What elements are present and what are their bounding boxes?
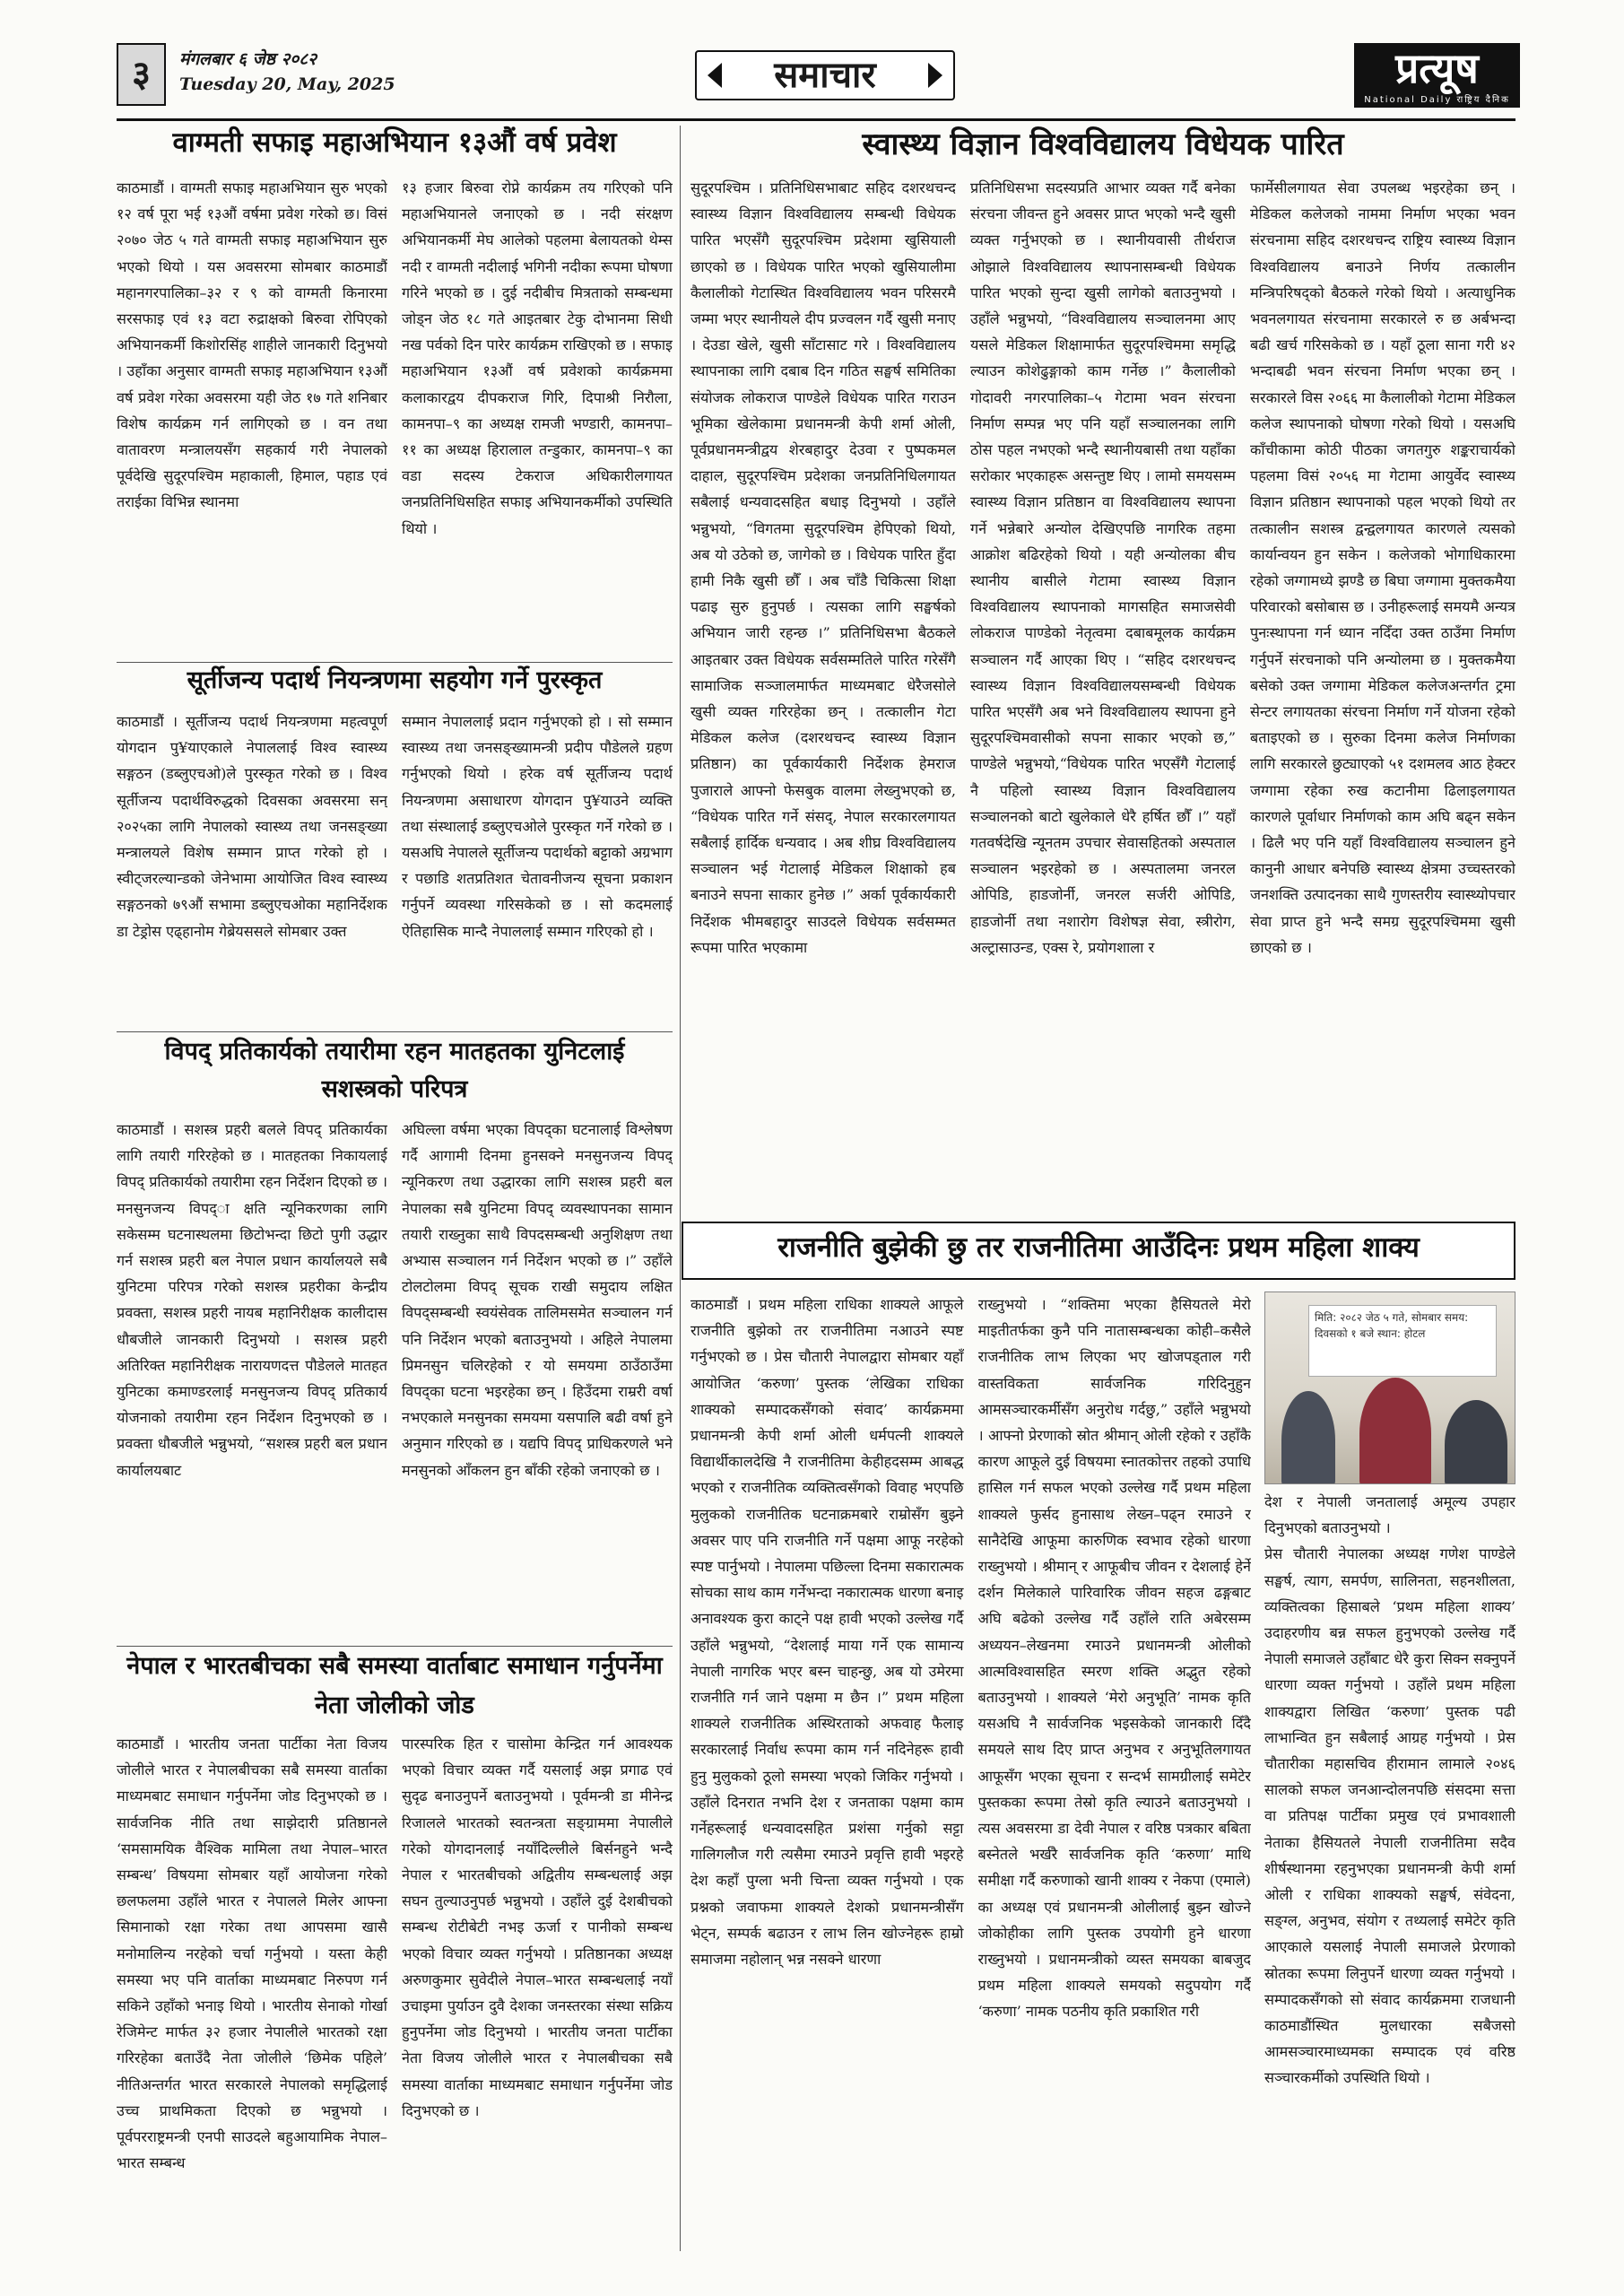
article-text: काठमाडौं । सशस्त्र प्रहरी बलले विपद् प्रतिकार्यका लागि तयारी गरिरहेको छ । मातहतका निकायलाई विपद् प्रतिकार्यको तयारीमा रहन निर्देशन दिएको छ । मनसुनजन्य विपद्ा क्षति न्यूनिकरणका लागि सकेसम्म घटनास्थलमा छिटोभन्दा छिटो पुगी उद्धार गर्न सशस्त्र प्रहरी बल नेपाल प्रधान कार्यालयले सबै युनिटमा परिपत्र गरेको सशस्त्र प्रहरीका केन्द्रीय प्रवक्ता, सशस्त्र प्रहरी नायब महानिरीक्षक कालीदास धौबजीले जानकारी दिनुभयो । सशस्त्र प्रहरी अतिरिक्त महानिरीक्षक नारायणदत्त पौडेलले मातहत युनिटका कमाण्डरलाई मनसुनजन्य विपद् प्रतिकार्य योजनाको तयारीमा रहन निर्देशन दिनुभएको छ । प्रवक्ता धौबजीले भन्नुभयो, “सशस्त्र प्रहरी बल प्रधान कार्यालयबाट	[117, 1121, 387, 1479]
article-text: प्रतिनिधिसभा सदस्यप्रति आभार व्यक्त गर्दै बनेका संरचना जीवन्त हुने अवसर प्राप्त भएको भन्दै खुसी व्यक्त गर्नुभएको छ । स्थानीयवासी तीर्थराज ओझाले विश्वविद्यालय स्थापनासम्बन्धी विधेयक पारित भएको सुन्दा खुसी लागेको बताउनुभयो । उहाँले भन्नुभयो, “विश्वविद्यालय सञ्चालनमा आए यसले मेडिकल शिक्षामार्फत सुदूरपश्चिममा समृद्धि ल्याउन कोशेढुङ्गाको काम गर्नेछ ।” कैलालीको गोदावरी नगरपालिका–५ गेटामा भवन संरचना निर्माण सम्पन्न भए पनि यहाँ सञ्चालनका लागि ठोस पहल नभएको भन्दै स्थानीयबासी तथा यहाँका सरोकार भएकाहरू असन्तुष्ट थिए । लामो समयसम्म स्वास्थ्य विज्ञान प्रतिष्ठान वा विश्वविद्यालय स्थापना गर्ने भन्नेबारे अन्योल देखिएपछि नागरिक तहमा आक्रोश बढिरहेको थियो । यही अन्योलका बीच स्थानीय बासीले गेटामा स्वास्थ्य विज्ञान विश्वविद्यालय स्थापनाको मागसहित समाजसेवी लोकराज पाण्डेको नेतृत्वमा दबाबमूलक कार्यक्रम सञ्चालन गर्दै आएका थिए । “सहिद दशरथचन्द स्वास्थ्य विज्ञान विश्वविद्यालयसम्बन्धी विधेयक पारित भएसँगै अब भने विश्वविद्यालय स्थापना हुने सुदूरपश्चिमवासीको सपना साकार भएको छ,” पाण्डेले भन्नुभयो,“विधेयक पारित भएसँगै गेटालाई नै पहिलो स्वास्थ्य विज्ञान विश्वविद्यालय सञ्चालनको बाटो खुलेकाले धेरै हर्षित छौँ ।” यहाँ गतवर्षदेखि न्यूनतम उपचार सेवासहितको अस्पताल सञ्चालन भइरहेको छ । अस्पतालमा जनरल ओपिडि, हाडजोर्नी, जनरल सर्जरी ओपिडि, हाडजोर्नी तथा नशारोग विशेषज्ञ सेवा, स्त्रीरोग, अल्ट्रासाउन्ड, एक्स रे, प्रयोगशाला र	[970, 179, 1236, 956]
arrow-left-icon	[708, 63, 722, 88]
article-nepal-india	[117, 1731, 673, 2242]
person-figure	[1359, 1378, 1431, 1484]
arrow-right-icon	[928, 63, 942, 88]
person-figure	[1445, 1400, 1507, 1484]
newspaper-logo	[1354, 43, 1520, 108]
headline-tobacco: सूर्तीजन्य पदार्थ नियन्त्रणमा सहयोग गर्ने पुरस्कृत	[187, 666, 603, 694]
person-figure	[1281, 1391, 1335, 1484]
article-text: काठमाडौं । सूर्तीजन्य पदार्थ नियन्त्रणमा महत्वपूर्ण योगदान पु¥याएकाले नेपाललाई विश्व स्वास्थ्य सङ्गठन (डब्लुएचओ)ले पुरस्कृत गरेको छ । विश्व सूर्तीजन्य पदार्थविरुद्धको दिवसका अवसरमा सन् २०२५का लागि नेपालको स्वास्थ्य तथा जनसङ्ख्या मन्त्रालयले विशेष सम्मान प्राप्त गरेको हो । स्वीट्जरल्यान्डको जेनेभामा आयोजित विश्व स्वास्थ्य सङ्गठनको ७९औं सभामा डब्लुएचओका महानिर्देशक डा टेड्रोस एढ्हानोम गेब्रेयससले सोमबार उक्त	[117, 713, 387, 940]
article-text: राख्नुभयो । “शक्तिमा भएका हैसियतले मेरो माइतीतर्फका कुनै पनि नातासम्बन्धका कोही–कसैले राजनीतिक लाभ लिएका भए खोजपड्ताल गरी वास्तविकता सार्वजनिक गरिदिनुहुन आमसञ्चारकर्मीसँग अनुरोध गर्दछु,” उहाँले भन्नुभयो । आफ्नो प्रेरणाको स्रोत श्रीमान् ओली रहेको र उहाँकै कारण आफूले दुई विषयमा स्नातकोत्तर तहको उपाधि हासिल गर्न सफल भएको उल्लेख गर्दै प्रथम महिला शाक्यले फुर्सद हुनासाथ लेख्न–पढ्न रमाउने र सानैदेखि आफूमा कारुणिक स्वभाव रहेको धारणा राख्नुभयो । श्रीमान् र आफूबीच जीवन र देशलाई हेर्ने दर्शन मिलेकाले पारिवारिक जीवन सहज ढङ्गबाट अघि बढेको उल्लेख गर्दै उहाँले राति अबेरसम्म अध्ययन–लेखनमा रमाउने प्रधानमन्त्री ओलीको आत्मविश्वासहित स्मरण शक्ति अद्भुत रहेको बताउनुभयो । शाक्यले ‘मेरो अनुभूति’ नामक कृति यसअघि नै सार्वजनिक भइसकेको जानकारी दिँदै समयले साथ दिए प्राप्त अनुभव र अनुभूतिलगायत आफूसँग भएका सूचना र सन्दर्भ सामग्रीलाई समेटेर पुस्तकका रूपमा तेस्रो कृति ल्याउने बताउनुभयो । त्यस अवसरमा डा देवी नेपाल र वरिष्ठ पत्रकार बबिता बस्नेतले भर्खरै सार्वजनिक कृति ‘करुणा’ माथि समीक्षा गर्दै करुणाको खानी शाक्य र नेकपा (एमाले) का अध्यक्ष एवं प्रधानमन्त्री ओलीलाई बुझ्न खोज्ने जोकोहीका लागि पुस्तक उपयोगी हुने धारणा राख्नुभयो । प्रधानमन्त्रीको व्यस्त समयका बाबजुद प्रथम महिला शाक्यले समयको सदुपयोग गर्दै ‘करुणा’ नामक पठनीय कृति प्रकाशित गरी	[977, 1296, 1251, 2021]
event-photo	[1264, 1292, 1515, 1484]
masthead	[117, 43, 1515, 115]
headline-bagmati: वाग्मती सफाइ महाअभियान १३औं वर्ष प्रवेश	[172, 126, 617, 159]
divider	[117, 662, 673, 663]
date-nepali: मंगलबार ६ जेष्ठ २०८२	[179, 49, 317, 69]
article-shakya-col3	[1264, 1489, 1515, 2242]
article-disaster	[117, 1117, 673, 1641]
event-banner: मिति: २०८२ जेठ ५ गते, सोमबार समय: दिवसको १ बजे स्थान: होटल	[1308, 1305, 1497, 1377]
headline-nepal-india: नेपाल र भारतबीचका सबै समस्या वार्ताबाट समाधान गर्नुपर्नेमा नेता जोलीको जोड	[126, 1652, 663, 1719]
headline-disaster: विपद् प्रतिकार्यको तयारीमा रहन मातहतका युनिटलाई सशस्त्रको परिपत्र	[164, 1038, 625, 1103]
column-divider	[680, 126, 681, 2251]
article-text: सुदूरपश्चिम । प्रतिनिधिसभाबाट सहिद दशरथचन्द स्वास्थ्य विज्ञान विश्वविद्यालय सम्बन्धी विधेयक पारित भएसँगै सुदूरपश्चिम प्रदेशमा खुसियाली छाएको छ । विधेयक पारित भएको खुसियालीमा कैलालीको गेटास्थित विश्वविद्यालय भवन परिसरमै जम्मा भएर स्थानीयले दीप प्रज्वलन गर्दै खुसी मनाए । देउडा खेले, खुसी साँटासाट गरे । विश्वविद्यालय स्थापनाका लागि दबाब दिन गठित सङ्घर्ष समितिका संयोजक लोकराज पाण्डेले विधेयक पारित गराउन भूमिका खेलेकामा प्रधानमन्त्री केपी शर्मा ओली, पूर्वप्रधानमन्त्रीद्वय शेरबहादुर देउवा र पुष्पकमल दाहाल, सुदूरपश्चिम प्रदेशका जनप्रतिनिधिलगायत सबैलाई धन्यवादसहित बधाइ दिनुभयो । उहाँले भन्नुभयो, “विगतमा सुदूरपश्चिम हेपिएको थियो, अब यो उठेको छ, जागेको छ । विधेयक पारित हुँदा हामी निकै खुसी छौँ । अब चाँडै चिकित्सा शिक्षा पढाइ सुरु हुनुपर्छ । त्यसका लागि सङ्घर्षको अभियान जारी रहन्छ ।” प्रतिनिधिसभा बैठकले आइतबार उक्त विधेयक सर्वसम्मतिले पारित गरेसँगै सामाजिक सञ्जालमार्फत माध्यमबाट धेरैजसोले खुसी व्यक्त गरिरहेका छन् । तत्कालीन गेटा मेडिकल कलेज (दशरथचन्द स्वास्थ्य विज्ञान प्रतिष्ठान) का पूर्वकार्यकारी निर्देशक हेमराज पुजाराले आफ्नो फेसबुक वालमा लेख्नुभएको छ, “विधेयक पारित गर्ने संसद्, नेपाल सरकारलगायत सबैलाई हार्दिक धन्यवाद । अब शीघ्र विश्वविद्यालय सञ्चालन भई गेटालाई मेडिकल शिक्षाको हब बनाउने सपना साकार हुनेछ ।” अर्का पूर्वकार्यकारी निर्देशक भीमबहादुर साउदले विधेयक सर्वसम्मत रूपमा पारित भएकामा	[690, 179, 956, 956]
article-text: पारस्परिक हित र चासोमा केन्द्रित गर्न आवश्यक भएको विचार व्यक्त गर्दै यसलाई अझ प्रगाढ एवं सुदृढ बनाउनुपर्ने बताउनुभयो । पूर्वमन्त्री डा मीनेन्द्र रिजालले भारतको स्वतन्त्रता सङ्ग्राममा नेपालीले गरेको योगदानलाई नयाँदिल्लीले बिर्सनहुने भन्दै नेपाल र भारतबीचको अद्वितीय सम्बन्धलाई अझ सघन तुल्याउनुपर्छ भन्नुभयो । उहाँले दुई देशबीचको सम्बन्ध रोटीबेटी नभइ ऊर्जा र पानीको सम्बन्ध भएको विचार व्यक्त गर्नुभयो । प्रतिष्ठानका अध्यक्ष अरुणकुमार सुवेदीले नेपाल–भारत सम्बन्धलाई नयाँ उचाइमा पुर्याउन दुवै देशका जनस्तरका संस्था सक्रिय हुनुपर्नेमा जोड दिनुभयो । भारतीय जनता पार्टीका नेता विजय जोलीले भारत र नेपालबीचका सबै समस्या वार्ताका माध्यमबाट समाधान गर्नुपर्नेमा जोड दिनुभएको छ ।	[402, 1735, 673, 2119]
article-text: काठमाडौं । भारतीय जनता पार्टीका नेता विजय जोलीले भारत र नेपालबीचका सबै समस्या वार्ताका माध्यमबाट समाधान गर्नुपर्नेमा जोड दिनुभएको छ । सार्वजनिक नीति तथा साझेदारी प्रतिष्ठानले ‘समसामयिक वैश्विक मामिला तथा नेपाल–भारत सम्बन्ध’ विषयमा सोमबार यहाँ आयोजना गरेको छलफलमा उहाँले भारत र नेपालले मिलेर आफ्ना सिमानाको रक्षा गरेका तथा आपसमा खासै मनोमालिन्य नरहेको चर्चा गर्नुभयो । यस्ता केही समस्या भए पनि वार्ताका माध्यमबाट निरुपण गर्न सकिने उहाँको भनाइ थियो । भारतीय सेनाको गोर्खा रेजिमेन्ट मार्फत ३२ हजार नेपालीले भारतको रक्षा गरिरहेका बताउँदै नेता जोलीले ‘छिमेक पहिले’ नीतिअन्तर्गत भारत सरकारले नेपालको समृद्धिलाई उच्च प्राथमिकता दिएको छ भन्नुभयो । पूर्वपरराष्ट्रमन्त्री एनपी साउदले बहुआयामिक नेपाल–भारत सम्बन्ध	[117, 1735, 387, 2172]
logo-text: प्रत्यूष	[1395, 44, 1479, 92]
headline-box	[682, 1222, 1515, 1280]
section-label	[695, 50, 955, 100]
headline-shakya: राजनीति बुझेकी छु तर राजनीतिमा आउँदिनः प्रथम महिला शाक्य	[777, 1231, 1420, 1264]
article-text: काठमाडौं । वाग्मती सफाइ महाअभियान सुरु भएको १२ वर्ष पूरा भई १३औं वर्षमा प्रवेश गरेको छ। विसं २०७० जेठ ५ गते वाग्मती सफाइ महाअभियान सुरु भएको थियो । यस अवसरमा सोमबार काठमाडौं महानगरपालिका–३२ र ९ को वाग्मती किनारमा सरसफाइ एवं १३ वटा रुद्राक्षको बिरुवा रोपिएको अभियानकर्मी किशोरसिंह शाहीले जानकारी दिनुभयो । उहाँका अनुसार वाग्मती सफाइ महाअभियान १३औं वर्ष प्रवेश गरेका अवसरमा यही जेठ १७ गते शनिबार विशेष कार्यक्रम गर्न लागिएको छ । वन तथा वातावरण मन्त्रालयसँग सहकार्य गरी नेपालको पूर्वदेखि सुदूरपश्चिम महाकाली, हिमाल, पहाड एवं तराईका विभिन्न स्थानमा	[117, 179, 387, 511]
article-shakya	[690, 1292, 1251, 2242]
article-text: सम्मान नेपाललाई प्रदान गर्नुभएको हो । सो सम्मान स्वास्थ्य तथा जनसङ्ख्यामन्त्री प्रदीप पौडेलले ग्रहण गर्नुभएको थियो । हरेक वर्ष सूर्तीजन्य पदार्थ नियन्त्रणमा असाधारण योगदान पु¥याउने व्यक्ति तथा संस्थालाई डब्लुएचओले पुरस्कृत गर्ने गरेको छ । यसअघि नेपालले सूर्तीजन्य पदार्थको बट्टाको अग्रभाग र पछाडि शतप्रतिशत चेतावनीजन्य सूचना प्रकाशन गर्नुपर्ने व्यवस्था गरिसकेको छ । सो कदमलाई ऐतिहासिक मान्दै नेपाललाई सम्मान गरिएको हो ।	[402, 713, 673, 940]
masthead-rule	[117, 118, 1515, 121]
article-university	[690, 175, 1515, 1211]
section-name: समाचार	[774, 55, 876, 96]
headline-university: स्वास्थ्य विज्ञान विश्वविद्यालय विधेयक पारित	[862, 126, 1344, 162]
article-tobacco	[117, 709, 673, 1027]
divider	[117, 1031, 673, 1032]
article-text: अघिल्ला वर्षमा भएका विपद्का घटनालाई विश्लेषण गर्दै आगामी दिनमा हुनसक्ने मनसुनजन्य विपद् न्यूनिकरण तथा उद्धारका लागि सशस्त्र प्रहरी बल नेपालका सबै युनिटमा विपद् व्यवस्थापनका सामान तयारी राख्नुका साथै विपदसम्बन्धी अनुशिक्षण तथा अभ्यास सञ्चालन गर्न निर्देशन भएको छ ।” उहाँले टोलटोलमा विपद् सूचक राखी समुदाय लक्षित विपद्सम्बन्धी स्वयंसेवक तालिमसमेत सञ्चालन गर्न पनि निर्देशन भएको बताउनुभयो । अहिले नेपालमा प्रिमनसुन चलिरहेको र यो समयमा ठाउँठाउँमा विपद्का घटना भइरहेका छन् । हिउँदमा राम्ररी वर्षा नभएकाले मनसुनका समयमा यसपालि बढी वर्षा हुने अनुमान गरिएको छ । यद्यपि विपद् प्राधिकरणले भने मनसुनको आँकलन हुन बाँकी रहेको जनाएको छ ।	[402, 1121, 673, 1479]
article-text: १३ हजार बिरुवा रोप्ने कार्यक्रम तय गरिएको पनि महाअभियानले जनाएको छ । नदी संरक्षण अभियानकर्मी मेघ आलेको पहलमा बेलायतको थेम्स नदी र वाग्मती नदीलाई भगिनी नदीका रूपमा घोषणा गरिने भएको छ । दुई नदीबीच मित्रताको सम्बन्धमा जोड्न जेठ १८ गते आइतबार टेकु दोभानमा सिधी नख पर्वको दिन पारेर कार्यक्रम राखिएको छ । सफाइ महाअभियान १३औं वर्ष प्रवेशको कार्यक्रममा कलाकारद्वय दीपकराज गिरि, दिपाश्री निरौला, कामनपा–९ का अध्यक्ष रामजी भण्डारी, कामनपा–११ का अध्यक्ष हिरालाल तन्डुकार, कामनपा–९ का वडा सदस्य टेकराज अधिकारीलगायत जनप्रतिनिधिसहित सफाइ अभियानकर्मीको उपस्थिति थियो ।	[402, 179, 673, 537]
article-text: देश र नेपाली जनतालाई अमूल्य उपहार दिनुभएको बताउनुभयो ।	[1264, 1493, 1515, 1537]
article-text: फार्मेसीलगायत सेवा उपलब्ध भइरहेका छन् । मेडिकल कलेजको नाममा निर्माण भएका भवन संरचनामा सहिद दशरथचन्द राष्ट्रिय स्वास्थ्य विज्ञान विश्वविद्यालय बनाउने निर्णय तत्कालीन मन्त्रिपरिषद्को बैठकले गरेको थियो । अत्याधुनिक भवनलगायत संरचनामा सरकारले रु छ अर्बभन्दा बढी खर्च गरिसकेको छ । यहाँ ठूला साना गरी ४२ भन्दाबढी भवन संरचना निर्माण भएका छन् । सरकारले विस २०६६ मा कैलालीको गेटामा मेडिकल कलेज स्थापनाको घोषणा गरेको थियो । यसअघि काँचीकामा कोठी पीठका जगतगुरु शङ्कराचार्यको पहलमा विसं २०५६ मा गेटामा आयुर्वेद स्वास्थ्य विज्ञान प्रतिष्ठान स्थापनाको पहल भएको थियो तर तत्कालीन सशस्त्र द्वन्द्वलगायत कारणले त्यसको कार्यान्वयन हुन सकेन । कलेजको भोगाधिकारमा रहेको जग्गामध्ये झण्डै छ बिघा जग्गामा मुक्तकमैया परिवारको बसोबास छ । उनीहरूलाई समयमै अन्यत्र पुनःस्थापना गर्न ध्यान नदिँदा उक्त ठाउँमा निर्माण गर्नुपर्ने संरचनाको पनि अन्योलमा छ । मुक्तकमैया बसेको उक्त जग्गामा मेडिकल कलेजअन्तर्गत ट्रमा सेन्टर लगायतका संरचना निर्माण गर्ने योजना रहेको बताइएको छ । सुरुका दिनमा कलेज निर्माणका लागि सरकारले छुट्याएको ५१ दशमलव आठ हेक्टर जग्गामा रहेका रुख कटानीमा ढिलाइलगायत कारणले पूर्वाधार निर्माणको काम अघि बढ्न सकेन । ढिलै भए पनि यहाँ विश्वविद्यालय सञ्चालन हुने कानुनी आधार बनेपछि स्वास्थ्य क्षेत्रमा उच्चस्तरको जनशक्ति उत्पादनका साथै गुणस्तरीय स्वास्थ्योपचार सेवा प्राप्त हुने भन्दै समग्र सुदूरपश्चिममा खुसी छाएको छ ।	[1250, 179, 1515, 956]
article-text: काठमाडौं । प्रथम महिला राधिका शाक्यले आफूले राजनीति बुझेको तर राजनीतिमा नआउने स्पष्ट गर्नुभएको छ । प्रेस चौतारी नेपालद्वारा सोमबार यहाँ आयोजित ‘करुणा’ पुस्तक ‘लेखिका राधिका शाक्यको सम्पादकसँगको संवाद’ कार्यक्रममा प्रधानमन्त्री केपी शर्मा ओली धर्मपत्नी शाक्यले विद्यार्थीकालदेखि नै राजनीतिमा केहीहदसम्म आबद्ध भएको र राजनीतिक व्यक्तित्वसँगको विवाह भएपछि मुलुकको राजनीतिक घटनाक्रमबारे राम्रोसँग बुझ्ने अवसर पाए पनि राजनीति गर्ने पक्षमा आफू नरहेको स्पष्ट पार्नुभयो । नेपालमा पछिल्ला दिनमा सकारात्मक सोचका साथ काम गर्नेभन्दा नकारात्मक धारणा बनाइ अनावश्यक कुरा काट्ने पक्ष हावी भएको उल्लेख गर्दै उहाँले भन्नुभयो, “देशलाई माया गर्ने एक सामान्य नेपाली नागरिक भएर बस्न चाहन्छु, अब यो उमेरमा राजनीति गर्न जाने पक्षमा म छैन ।” प्रथम महिला शाक्यले राजनीतिक अस्थिरताको अफवाह फैलाइ सरकारलाई निर्वाध रूपमा काम गर्न नदिनेहरू हावी हुनु मुलुकको ठूलो समस्या भएको जिकिर गर्नुभयो । उहाँले दिनरात नभनि देश र जनताका पक्षमा काम गर्नेहरूलाई धन्यवादसहित प्रशंसा गर्नुको सट्टा गालिगलौज गरी त्यसैमा रमाउने प्रवृत्ति हावी भइरहे देश कहाँ पुग्ला भनी चिन्ता व्यक्त गर्नुभयो । एक प्रश्नको जवाफमा शाक्यले देशको प्रधानमन्त्रीसँग भेट्न, सम्पर्क बढाउन र लाभ लिन खोज्नेहरू हाम्रो समाजमा नहोलान् भन्न नसक्ने धारणा	[690, 1296, 964, 1969]
article-text: प्रेस चौतारी नेपालका अध्यक्ष गणेश पाण्डेले सङ्घर्ष, त्याग, समर्पण, सालिनता, सहनशीलता, व्यक्तित्वका हिसाबले ‘प्रथम महिला शाक्य’ उदाहरणीय बन्न सफल हुनुभएको उल्लेख गर्दै नेपाली समाजले उहाँबाट धेरै कुरा सिक्न सक्नुपर्ने धारणा व्यक्त गर्नुभयो । उहाँले प्रथम महिला शाक्यद्वारा लिखित ‘करुणा’ पुस्तक पढी लाभान्वित हुन सबैलाई आग्रह गर्नुभयो । प्रेस चौतारीका महासचिव हीरामान लामाले २०४६ सालको सफल जनआन्दोलनपछि संसदमा सत्ता वा प्रतिपक्ष पार्टीका प्रमुख एवं प्रभावशाली नेताका हैसियतले नेपाली राजनीतिमा सदैव शीर्षस्थानमा रहनुभएका प्रधानमन्त्री केपी शर्मा ओली र राधिका शाक्यको सङ्घर्ष, संवेदना, सङ्ग्ल, अनुभव, संयोग र तथ्यलाई समेटेर कृति आएकाले यसलाई नेपाली समाजले प्रेरणाको स्रोतका रूपमा लिनुपर्ने धारणा व्यक्त गर्नुभयो । सम्पादकसँगको सो संवाद कार्यक्रममा राजधानी काठमाडौंस्थित मुलधारका सबैजसो आमसञ्चारमाध्यमका सम्पादक एवं वरिष्ठ सञ्चारकर्मीको उपस्थिति थियो ।	[1264, 1545, 1515, 2087]
date-english: Tuesday 20, May, 2025	[179, 74, 395, 94]
logo-tagline: National Daily राष्ट्रिय दैनिक	[1364, 95, 1510, 105]
page-number: ३	[117, 43, 166, 106]
dateline	[179, 47, 395, 97]
article-bagmati	[117, 175, 673, 659]
